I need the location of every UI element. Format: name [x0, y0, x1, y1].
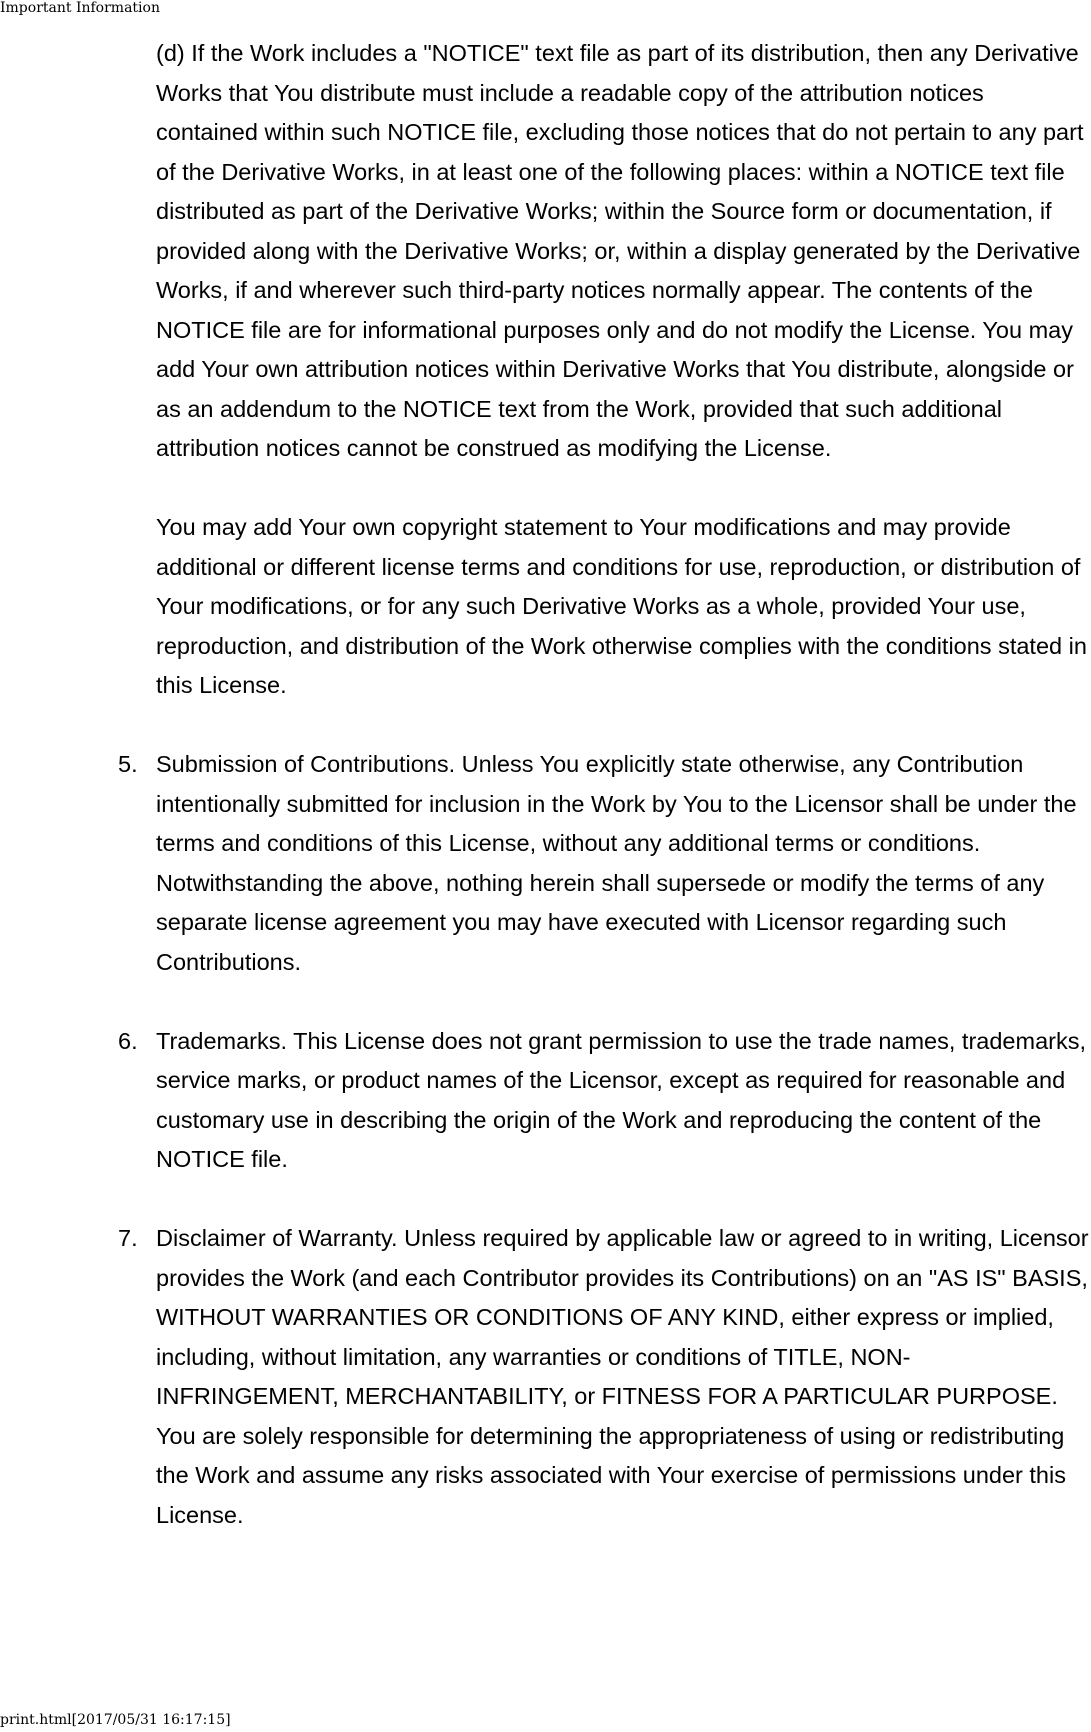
list-item-submission-of-contributions	[0, 745, 1091, 982]
paragraph-notice-clause: (d) If the Work includes a "NOTICE" text file as part of its distribution, then any Derivative Works that You distribute must include a readable copy of the attribution notices contained within such NOTICE file, excluding those notices that do not pertain to any part of the Derivative Works, in at least one of the following places: within a NOTICE text file distributed as part of the Derivative Works; within the Source form or documentation, if provided along with the Derivative Works; or, within a display generated by the Derivative Works, if and wherever such third-party notices normally appear. The contents of the NOTICE file are for informational purposes only and do not modify the License. You may add Your own attribution notices within Derivative Works that You distribute, alongside or as an addendum to the NOTICE text from the Work, provided that such additional attribution notices cannot be construed as modifying the License.	[156, 40, 1084, 461]
list-item-text: Submission of Contributions. Unless You explicitly state otherwise, any Contribution intentionally submitted for inclusion in the Work by You to the Licensor shall be under the terms and conditions of this License, without any additional terms or conditions. Notwithstanding the above, nothing herein shall supersede or modify the terms of any separate license agreement you may have executed with Licensor regarding such Contributions.	[156, 751, 1077, 975]
page-footer-source: print.html[2017/05/31 16:17:15]	[0, 1712, 231, 1728]
paragraph-copyright-statement: You may add Your own copyright statement to Your modifications and may provide additional or different license terms and conditions for use, reproduction, or distribution of Your modifications, or for any such Derivative Works as a whole, provided Your use, reproduction, and distribution of the Work otherwise complies with the conditions stated in this License.	[156, 514, 1087, 698]
list-item-number: 7.	[118, 1225, 138, 1251]
list-item-trademarks	[0, 1022, 1091, 1180]
page-header-title: Important Information	[0, 0, 160, 16]
list-item-number: 6.	[118, 1027, 138, 1054]
list-item-text: Disclaimer of Warranty. Unless required by applicable law or agreed to in writing, Licensor provides the Work (and each Contributor provides its Contributions) on an "AS IS" BASIS, WITHOUT WARRANTIES OR CONDITIONS OF ANY KIND, either express or implied, including, without limitation, any warranties or conditions of TITLE, NON-INFRINGEMENT, MERCHANTABILITY, or FITNESS FOR A PARTICULAR PURPOSE. You are solely responsible for determining the appropriateness of using or redistributing the Work and assume any risks associated with Your exercise of permissions under this License.	[156, 1225, 1089, 1528]
list-item-disclaimer-of-warranty	[0, 1219, 1091, 1535]
list-item-text: Trademarks. This License does not grant permission to use the trade names, trademarks, service marks, or product names of the Licensor, except as required for reasonable and customary use in describing the origin of the Work and reproducing the content of the NOTICE file.	[156, 1027, 1086, 1172]
license-content	[0, 34, 1091, 1575]
list-item-number: 5.	[118, 751, 138, 777]
